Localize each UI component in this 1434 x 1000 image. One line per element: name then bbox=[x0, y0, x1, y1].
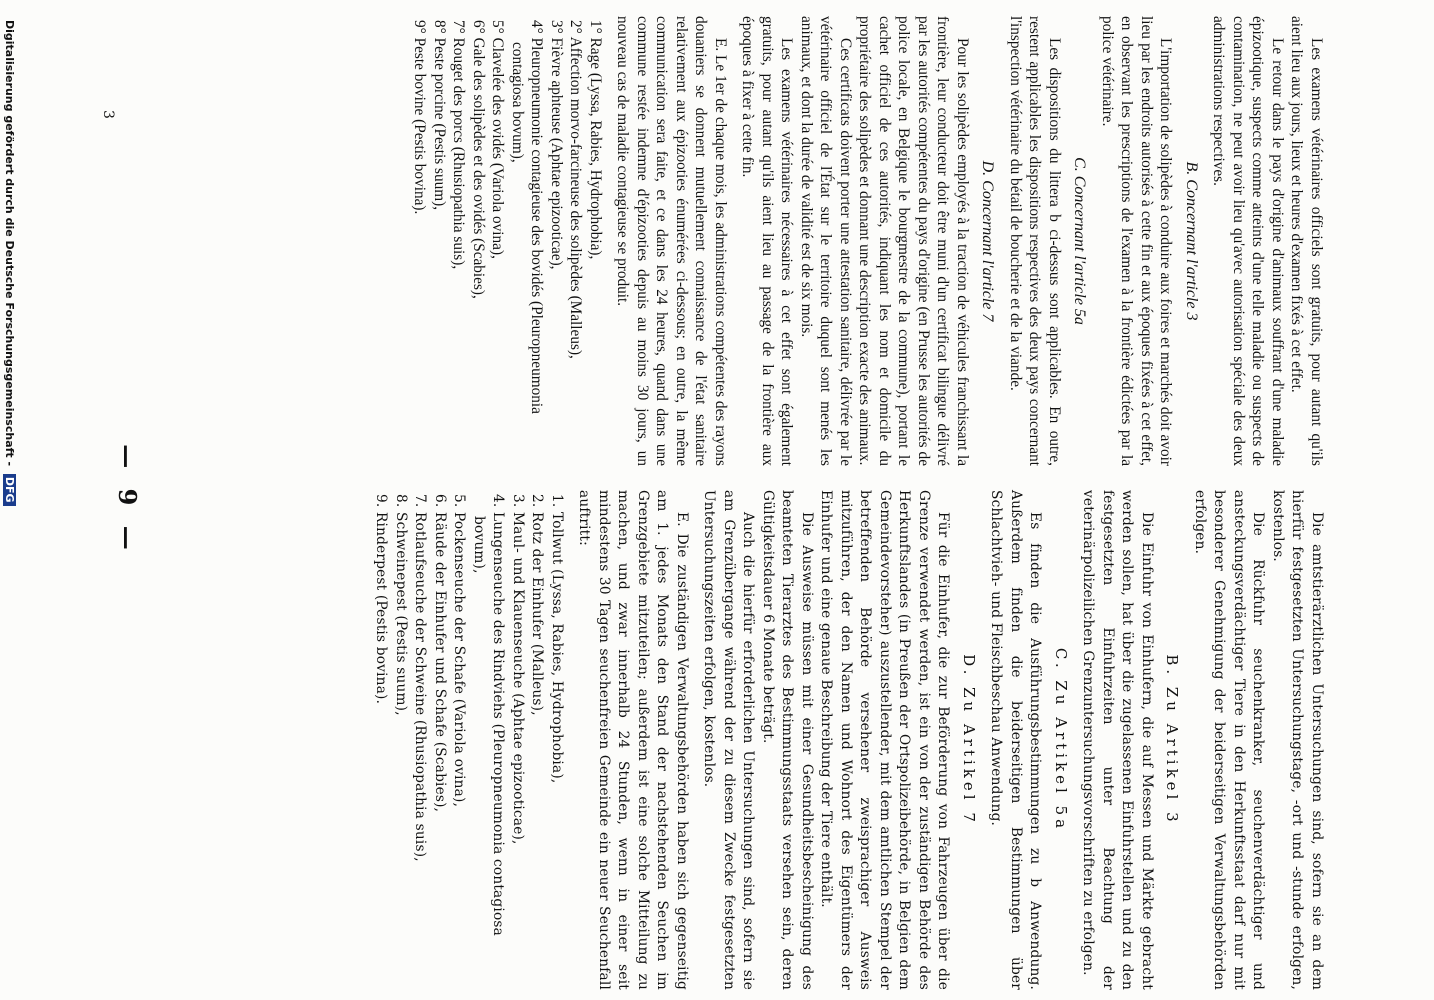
fr-text-e: E. Le 1er de chaque mois, les administrations compétentes des rayons douaniers se donnent mutuellement connaissance de l'état sanitaire relativement aux épizooties énumérées ci-dessous; en outre, la même communication sera faite, et ce dans les 24 heures, quand dans une commune restée indemne d'épizooties depuis au moins 30 jours, un nouveau cas de maladie contagieuse se produit. bbox=[614, 16, 729, 466]
french-column bbox=[410, 16, 1326, 466]
de-disease-item: 9. Rinderpest (Pestis bovina). bbox=[373, 494, 390, 705]
de-disease-item: 4. Lungenseuche des Rindviehs (Pleuropneumonia contagiosa bovum), bbox=[471, 494, 507, 936]
de-disease-item: 3. Maul- und Klauenseuche (Aphtae epizooticae), bbox=[510, 494, 526, 845]
footer-text: Digitalisierung gefördert durch die Deutsche Forschungsgemeinschaft - bbox=[3, 20, 16, 467]
page-number: — 9 — bbox=[113, 444, 142, 556]
de-text-d2: Die Ausweise müssen mit einer Gesundheitsbescheinigung des beamteten Tierarztes des Bestimmungsstaats versehen sein, deren Gültigkeitsdauer 6 Monate beträgt. bbox=[760, 490, 815, 990]
de-heading-d: D. Zu Artikel 7 bbox=[960, 654, 978, 826]
de-text-d1: Für die Einhufer, die zur Beförderung von Fahrzeugen über die Grenze verwendet werden, ist ein von der zuständigen Behörde des Herkunftslandes (in Preußen der Ortspolizeibehörde, in Belgien dem Gemeindevorsteher) auszustellender, mit dem amtlichen Stempel der betreffenden Behörde versehener zweisprachiger Ausweis mitzuführen, der den Namen und Wohnort des Eigentümers der Einhufer und eine genaue Beschreibung der Tiere enthält. bbox=[818, 490, 952, 990]
dfg-logo: DFG bbox=[3, 474, 16, 506]
de-text-d3: Auch die hierfür erforderlichen Untersuchungen sind, sofern sie am Grenzübergange während der zu diesem Zwecke festgesetzten Untersuchungszeiten erfolgen, kostenlos. bbox=[701, 490, 757, 990]
de-disease-item: 2. Rotz der Einhufer (Malleus), bbox=[529, 494, 546, 716]
fr-text-d2: Ces certificats doivent porter une attestation sanitaire, délivrée par le vétérinaire officiel de l'État sur le territoire duquel sont menés les animaux, et dont la durée de validité est de six mois. bbox=[798, 16, 854, 466]
fr-intro2: Le retour dans le pays d'origine d'animaux souffrant d'une maladie épizootique, suspects comme atteints d'une telle maladie ou suspects de contamination, ne peut avoir lieu qu'avec autorisation spéciale des deux administrations respectives. bbox=[1210, 16, 1286, 466]
de-disease-item: 7. Rotlaufseuche der Schweine (Rhusiopathia suis), bbox=[412, 494, 429, 862]
fr-disease-item: 6° Gale des solipèdes et des ovidés (Scabies), bbox=[470, 20, 487, 299]
fr-disease-item: 8° Peste porcine (Pestis suum), bbox=[431, 20, 448, 211]
de-disease-item: 1. Tollwut (Lyssa, Rabies, Hydrophobia), bbox=[549, 494, 565, 784]
de-disease-item: 8. Schweinepest (Pestis suum), bbox=[393, 494, 409, 716]
fr-disease-item: 3° Fièvre aphteuse (Aphtae epizooticae), bbox=[548, 20, 565, 270]
de-text-b: Die Einfuhr von Einhufern, die auf Messen und Märkte gebracht werden sollen, hat über die zugelassenen Einfuhrstellen und zu den festgesetzten Einfuhrzeiten unter Beachtung der veterinärpolizeilichen Grenzuntersuchungsvorschriften zu erfolgen. bbox=[1080, 490, 1155, 990]
fr-intro: Les examens vétérinaires officiels sont gratuits, pour autant qu'ils aient lieu aux jours, lieux et heures d'examen fixés à cet effet. bbox=[1288, 16, 1325, 466]
fr-disease-item: 5° Clavelée des ovidés (Variola ovina), bbox=[489, 20, 507, 259]
sheet-mark: 3 bbox=[100, 110, 116, 119]
fr-disease-item: 4° Pleuropneumonie contagieuse des bovidés (Pleuropneumonia contagiosa bovum), bbox=[509, 20, 546, 414]
de-intro2: Die Rückfuhr seuchenkranker, seuchenverdächtiger und ansteckungsverdächtiger Tiere in den Herkunftsstaat darf nur mit besonderer Genehmigung der beiderseitigen Verwaltungsbehörden erfolgen. bbox=[1192, 490, 1267, 990]
de-text-e: E. Die zuständigen Verwaltungsbehörden haben sich gegenseitig am 1. jedes Monats den Stand der nachstehenden Seuchen im Grenzgebiete mitzuteilen; außerdem ist eine solche Mitteilung zu machen, und zwar innerhalb 24 Stunden, wenn in einer seit mindestens 30 Tagen seuchenfreien Gemeinde ein neuer Seuchenfall auftritt: bbox=[576, 490, 690, 990]
fr-disease-item: 9° Peste bovine (Pestis bovina). bbox=[411, 20, 429, 215]
fr-disease-list bbox=[410, 16, 605, 466]
fr-heading-d: D. Concernant l'article 7 bbox=[979, 160, 997, 322]
fr-heading-c: C. Concernant l'article 5a bbox=[1071, 157, 1089, 325]
fr-disease-item: 2° Affection morvo-farcineuse des solipèdes (Malleus), bbox=[567, 20, 585, 359]
de-disease-item: 5. Pockenseuche der Schafe (Variola ovina), bbox=[451, 494, 468, 808]
fr-text-d1: Pour les solipèdes employés à la traction de véhicules franchissant la frontière, leur conducteur doit être muni d'un certificat bilingue délivré par les autorités compétentes du pays d'origine (en Prusse les autorités de police locale, en Belgique le bourgmestre de la commune), portant le cachet officiel de ces autorités, indiquant les nom et domicile du propriétaire des solipèdes et donnant une description exacte des animaux. bbox=[856, 16, 971, 466]
de-text-c: Es finden die Ausführungsbestimmungen zu b Anwendung. Außerdem finden die beiderseitigen Bestimmungen über Schlachtvieh- und Fleischbeschau Anwendung. bbox=[988, 490, 1044, 990]
german-column bbox=[371, 490, 1326, 990]
de-heading-c: C. Zu Artikel 5a bbox=[1052, 647, 1070, 833]
fr-text-b: L'importation de solipèdes à conduire aux foires et marchés doit avoir lieu par les endroits autorisés à cette fin et aux époques fixées à cet effet, en observant les prescriptions de l'examen à la frontière édictées par la police vétérinaire. bbox=[1099, 16, 1175, 466]
fr-text-d3: Les examens vétérinaires nécessaires à cet effet sont également gratuits, pour autant qu'ils aient lieu au passage de la frontière aux époques à fixer à cette fin. bbox=[739, 16, 796, 466]
de-disease-item: 6. Räude der Einhufer und Schafe (Scabies), bbox=[432, 494, 448, 813]
de-intro: Die amtstierärztlichen Untersuchungen sind, sofern sie an dem hierfür festgesetzten Untersuchungstage, -ort und -stunde erfolgen, kostenlos. bbox=[1270, 490, 1325, 990]
fr-disease-item: 1° Rage (Lyssa, Rabies, Hydrophobia), bbox=[587, 20, 604, 260]
fr-disease-item: 7° Rouget des porcs (Rhusiopathia suis), bbox=[450, 20, 468, 270]
fr-text-c: Les dispositions du littera b ci-dessus sont applicables. En outre, restent applicables les dispositions respectives des deux pays concernant l'inspection vétérinaire du bétail de boucherie et de la viande. bbox=[1007, 16, 1063, 466]
de-disease-list bbox=[371, 490, 566, 990]
digitization-footer bbox=[3, 20, 16, 980]
de-heading-b: B. Zu Artikel 3 bbox=[1163, 654, 1182, 826]
fr-heading-b: B. Concernant l'article 3 bbox=[1183, 161, 1200, 321]
